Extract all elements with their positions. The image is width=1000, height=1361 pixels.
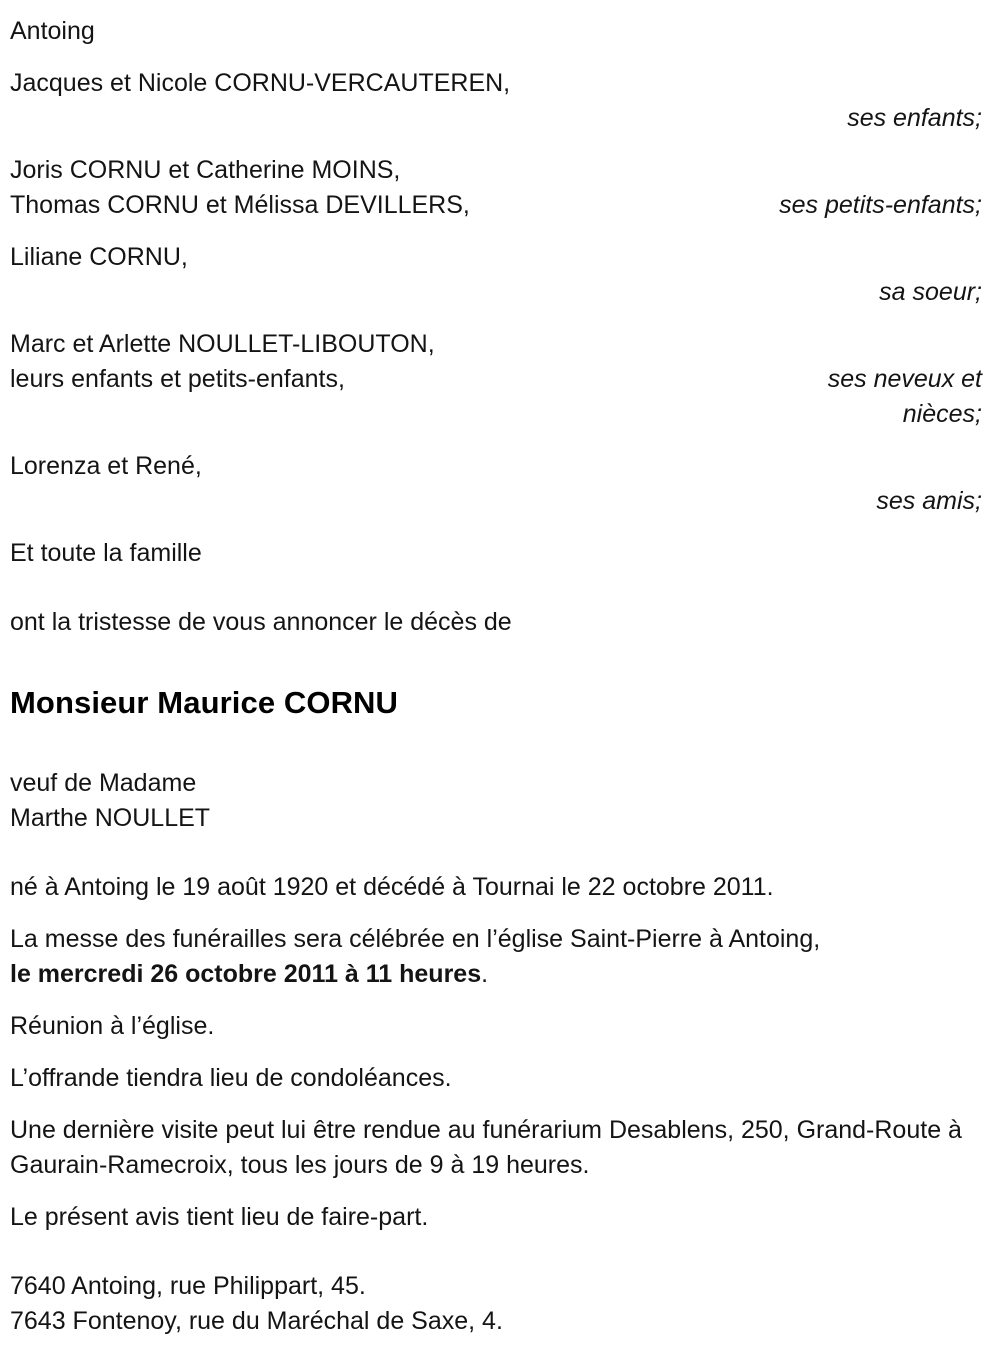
family-member-line: leurs enfants et petits-enfants, bbox=[10, 365, 345, 393]
relation-label: sa soeur; bbox=[879, 278, 982, 306]
family-group bbox=[10, 240, 990, 310]
family-group bbox=[10, 327, 990, 432]
family-group-names bbox=[10, 66, 510, 101]
family-member-line: Thomas CORNU et Mélissa DEVILLERS, bbox=[10, 191, 470, 219]
funeral-intro: La messe des funérailles sera célébrée en l’église Saint-Pierre à Antoing, bbox=[10, 925, 821, 953]
family-group bbox=[10, 66, 990, 136]
funeral-details bbox=[10, 922, 990, 992]
family-group bbox=[10, 153, 990, 223]
family-member-line: Marc et Arlette NOULLET-LIBOUTON, bbox=[10, 330, 435, 358]
address-block bbox=[10, 1269, 990, 1339]
spouse-prefix: veuf de Madame bbox=[10, 769, 197, 797]
family-group-names bbox=[10, 327, 435, 397]
funeral-datetime-period: . bbox=[481, 960, 489, 988]
spacer bbox=[10, 836, 990, 870]
deceased-name: Monsieur Maurice CORNU bbox=[10, 685, 399, 720]
gathering-note: Réunion à l’église. bbox=[10, 1012, 215, 1040]
spacer bbox=[10, 1235, 990, 1269]
family-group-names bbox=[10, 449, 202, 484]
faire-part-note: Le présent avis tient lieu de faire-part. bbox=[10, 1203, 429, 1231]
spouse-name: Marthe NOULLET bbox=[10, 804, 211, 832]
family-group-names bbox=[10, 153, 470, 223]
family-member-line: Jacques et Nicole CORNU-VERCAUTEREN, bbox=[10, 69, 511, 97]
family-member-line: Joris CORNU et Catherine MOINS, bbox=[10, 156, 401, 184]
funeral-datetime-line bbox=[10, 957, 990, 992]
family-member-line: Lorenza et René, bbox=[10, 452, 202, 480]
birth-death-line: né à Antoing le 19 août 1920 et décédé à Tournai le 22 octobre 2011. bbox=[10, 873, 774, 901]
relation-label: ses enfants; bbox=[847, 104, 982, 132]
visitation-note: Une dernière visite peut lui être rendue au funérarium Desablens, 250, Grand-Route à Gaurain-Ramecroix, tous les jours de 9 à 19 heures. bbox=[10, 1116, 969, 1179]
address-line: 7643 Fontenoy, rue du Maréchal de Saxe, 4. bbox=[10, 1307, 503, 1335]
relation-label: ses amis; bbox=[876, 487, 982, 515]
relation-label: ses petits-enfants; bbox=[779, 191, 982, 219]
address-line: 7640 Antoing, rue Philippart, 45. bbox=[10, 1272, 366, 1300]
family-member-line: Liliane CORNU, bbox=[10, 243, 188, 271]
family-closing: Et toute la famille bbox=[10, 539, 202, 567]
spacer bbox=[10, 640, 990, 684]
offering-note: L’offrande tiendra lieu de condoléances. bbox=[10, 1064, 452, 1092]
locality: Antoing bbox=[10, 17, 95, 45]
announcement-text: ont la tristesse de vous annoncer le décès de bbox=[10, 608, 512, 636]
family-group bbox=[10, 449, 990, 519]
funeral-datetime: le mercredi 26 octobre 2011 à 11 heures bbox=[10, 960, 482, 988]
spacer bbox=[10, 722, 990, 766]
family-group-names bbox=[10, 240, 188, 275]
spacer bbox=[10, 571, 990, 605]
relation-label: ses neveux et nièces; bbox=[827, 365, 982, 428]
